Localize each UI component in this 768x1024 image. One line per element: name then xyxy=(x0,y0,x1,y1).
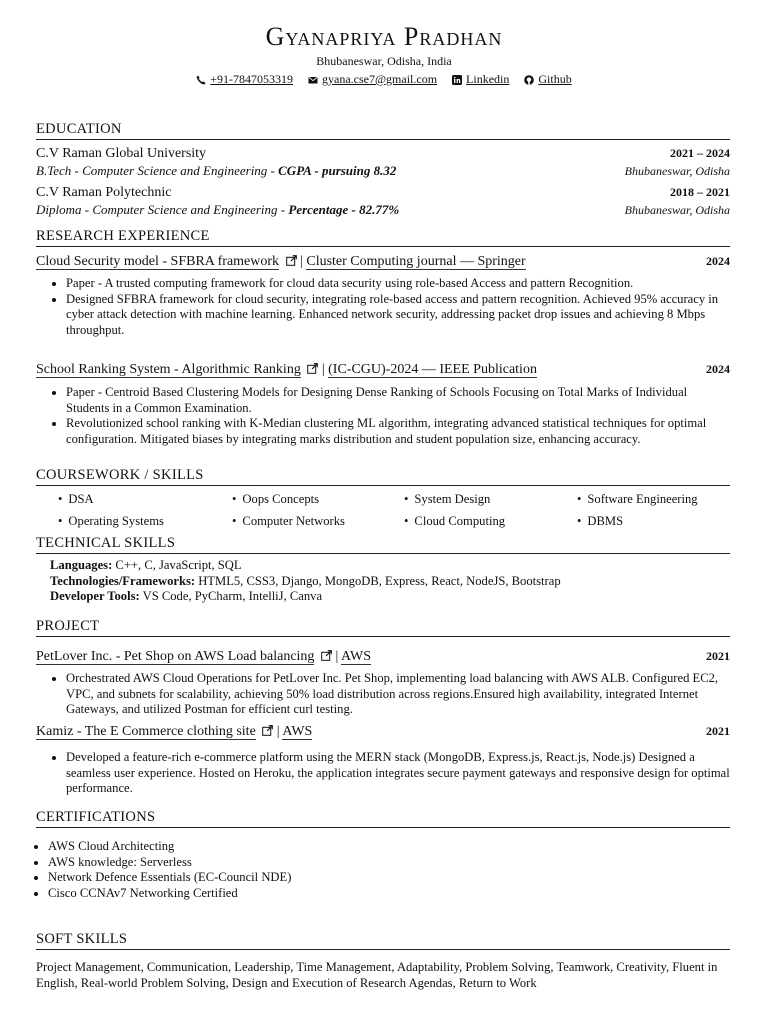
certifications-heading: CERTIFICATIONS xyxy=(36,808,730,828)
degree-text: B.Tech - Computer Science and Engineering - xyxy=(36,163,279,178)
research-heading: RESEARCH EXPERIENCE xyxy=(36,227,730,247)
linkedin-text: Linkedin xyxy=(466,72,510,86)
project-bullets xyxy=(52,671,732,718)
degree-text: Diploma - Computer Science and Engineering - xyxy=(36,202,289,217)
contact-bar xyxy=(0,72,768,89)
course-item: • Computer Networks xyxy=(232,514,345,529)
list-item: • AWS knowledge: Serverless xyxy=(48,855,736,871)
phone-text: +91-7847053319 xyxy=(210,72,294,86)
research-item-title-row xyxy=(36,361,730,378)
course-item: • System Design xyxy=(404,492,490,507)
soft-skills-text: Project Management, Communication, Leadership, Time Management, Adaptability, Problem Solving, Teamwork, Creativity, Fluent in English, Real-world Problem Solving, Design and Execution of Research Agendas, Return to Work xyxy=(36,960,718,990)
course-item: • Oops Concepts xyxy=(232,492,319,507)
research-venue[interactable]: Cluster Computing journal — Springer xyxy=(306,254,526,269)
education-dates: 2018 – 2021 xyxy=(670,185,730,199)
research-title: Cloud Security model - SFBRA framework xyxy=(36,254,280,269)
list-item: • Paper - A trusted computing framework for cloud data security using role-based Access and pattern Recognition. xyxy=(66,276,732,292)
list-item: • Orchestrated AWS Cloud Operations for PetLover Inc. Pet Shop, implementing load balancing with AWS ALB. Configured EC2, VPC, and subnets for scalability, achieving 50% load distribution across regions.Ensured high availability, integrated Internet Gateways, and utilized Postman for efficient curl testing. xyxy=(66,671,732,718)
research-item-title-row xyxy=(36,253,730,270)
skill-label: Technologies/Frameworks: xyxy=(50,573,196,588)
education-heading: EDUCATION xyxy=(36,120,730,140)
skill-row-tools xyxy=(50,589,740,605)
skill-value: HTML5, CSS3, Django, MongoDB, Express, React, NodeJS, Bootstrap xyxy=(195,573,561,588)
external-link-icon[interactable] xyxy=(286,255,297,266)
course-item: • DSA xyxy=(58,492,94,507)
project-year: 2021 xyxy=(706,724,730,738)
list-item: • Revolutionized school ranking with K-Median clustering ML algorithm, integrating advanced statistical techniques for optimal configuration. Mitigated biases by integrating marks distribution and student population size, enhancing accuracy. xyxy=(66,416,732,447)
project-venue[interactable]: AWS xyxy=(282,724,313,739)
education-detail xyxy=(36,163,730,179)
course-item: • DBMS xyxy=(577,514,623,529)
linkedin-link[interactable] xyxy=(452,72,509,87)
project-heading: PROJECT xyxy=(36,617,730,637)
course-item: • Operating Systems xyxy=(58,514,164,529)
project-title: PetLover Inc. - Pet Shop on AWS Load balancing xyxy=(36,649,315,664)
coursework-grid xyxy=(52,492,732,532)
research-venue[interactable]: (IC-CGU)-2024 — IEEE Publication xyxy=(328,362,537,377)
github-icon xyxy=(524,75,534,85)
soft-skills-heading: SOFT SKILLS xyxy=(36,930,730,950)
skill-row-languages xyxy=(50,558,740,574)
skill-row-frameworks xyxy=(50,574,740,590)
education-place: Bhubaneswar, Odisha xyxy=(624,203,730,217)
email-link[interactable] xyxy=(308,72,437,87)
phone-link[interactable] xyxy=(196,72,293,87)
education-item xyxy=(36,184,730,201)
certifications-list xyxy=(36,839,736,901)
candidate-name: Gyanapriya Pradhan xyxy=(265,22,503,51)
separator: | xyxy=(276,724,280,739)
course-item: • Cloud Computing xyxy=(404,514,505,529)
technical-skills xyxy=(50,558,740,605)
score-text: CGPA - pursuing 8.32 xyxy=(278,163,397,178)
research-bullets xyxy=(52,276,732,338)
list-item: • Paper - Centroid Based Clustering Models for Designing Dense Ranking of Schools Focusing on Total Marks of Individual Students in a Common Examination. xyxy=(66,385,732,416)
education-dates: 2021 – 2024 xyxy=(670,146,730,160)
project-title-row xyxy=(36,723,730,740)
project-title-row xyxy=(36,648,730,665)
coursework-heading: COURSEWORK / SKILLS xyxy=(36,466,730,486)
project-year: 2021 xyxy=(706,649,730,663)
external-link-icon[interactable] xyxy=(262,725,273,736)
research-year: 2024 xyxy=(706,362,730,376)
course-item: • Software Engineering xyxy=(577,492,698,507)
list-item: • Developed a feature-rich e-commerce platform using the MERN stack (MongoDB, Express.js, React.js, Node.js) Designed a seamless user experience. Hosted on Heroku, the application integrates secure payment gateways and responsive design for optimal performance. xyxy=(66,750,732,797)
external-link-icon[interactable] xyxy=(307,363,318,374)
list-item: • Cisco CCNAv7 Networking Certified xyxy=(48,886,736,902)
research-title: School Ranking System - Algorithmic Ranking xyxy=(36,362,301,377)
education-place: Bhubaneswar, Odisha xyxy=(624,164,730,178)
education-item xyxy=(36,145,730,162)
envelope-icon xyxy=(308,75,318,85)
project-bullets xyxy=(52,750,732,797)
phone-icon xyxy=(196,75,206,85)
research-bullets xyxy=(52,385,732,447)
skill-value: VS Code, PyCharm, IntelliJ, Canva xyxy=(139,589,323,603)
email-text: gyana.cse7@gmail.com xyxy=(322,72,438,86)
github-text: Github xyxy=(538,72,572,86)
separator: | xyxy=(335,649,339,664)
external-link-icon[interactable] xyxy=(321,650,332,661)
linkedin-icon xyxy=(452,75,462,85)
skill-value: C++, C, JavaScript, SQL xyxy=(112,558,242,572)
project-venue[interactable]: AWS xyxy=(340,649,371,664)
school-name: C.V Raman Polytechnic xyxy=(36,185,172,200)
score-text: Percentage - 82.77% xyxy=(288,202,400,217)
github-link[interactable] xyxy=(524,72,571,87)
project-title: Kamiz - The E Commerce clothing site xyxy=(36,724,256,739)
skill-label: Developer Tools: xyxy=(50,589,140,603)
list-item: • AWS Cloud Architecting xyxy=(48,839,736,855)
list-item: • Network Defence Essentials (EC-Council NDE) xyxy=(48,870,736,886)
list-item: • Designed SFBRA framework for cloud security, integrating role-based access and pattern recognition. Achieved 95% accuracy in cyber attack detection with machine learning. Enhanced network security, addressing packet drop issues and achieving 8 Mbps throughput. xyxy=(66,292,732,339)
skill-label: Languages: xyxy=(50,558,113,572)
technical-heading: TECHNICAL SKILLS xyxy=(36,534,730,554)
candidate-location: Bhubaneswar, Odisha, India xyxy=(316,54,452,68)
separator: | xyxy=(321,362,325,377)
research-year: 2024 xyxy=(706,254,730,268)
separator: | xyxy=(300,254,303,269)
education-detail xyxy=(36,202,730,218)
school-name: C.V Raman Global University xyxy=(36,146,207,161)
